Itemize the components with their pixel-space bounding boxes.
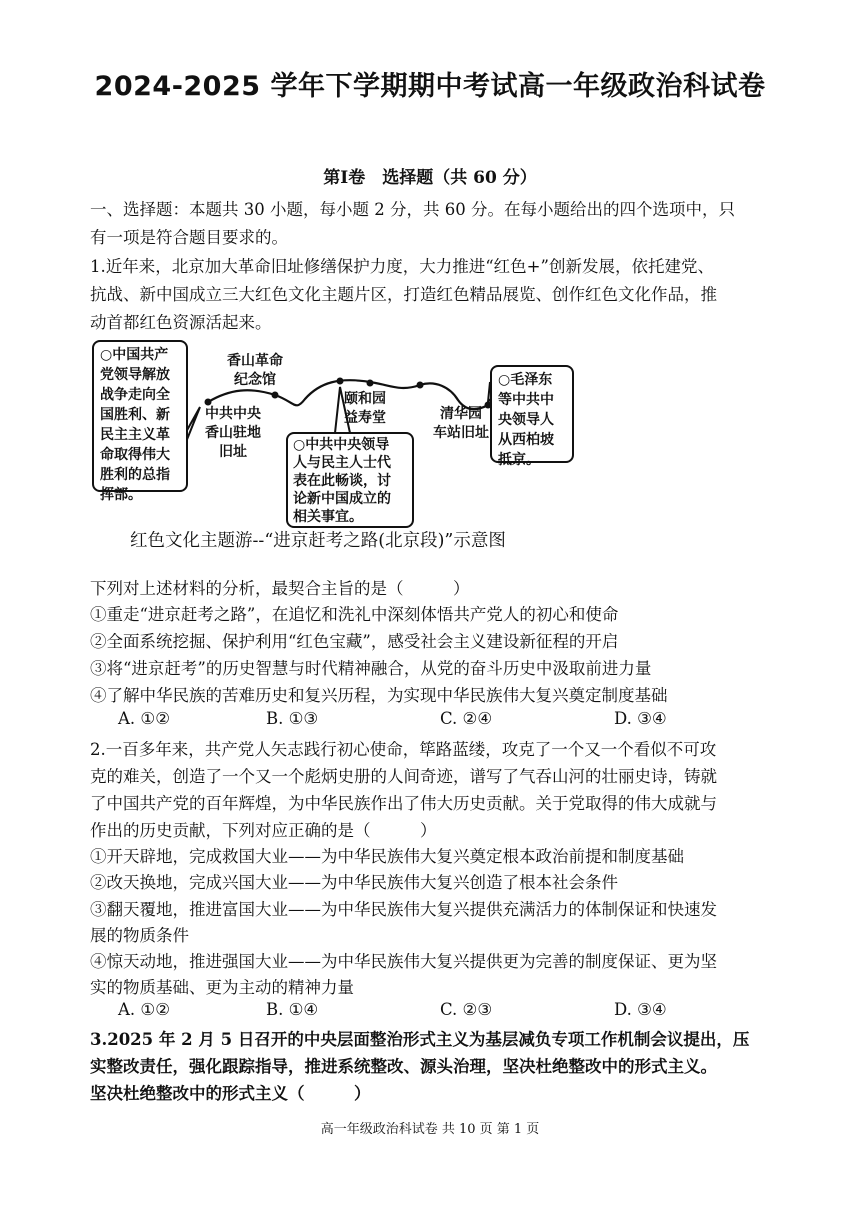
callout-text: 央领导人	[498, 412, 554, 428]
callout-text: 战争走向全	[100, 387, 170, 403]
q3-stem-line: 实整改责任，强化跟踪指导，推进系统整改、源头治理，坚决杜绝整改中的形式主义。	[90, 1057, 717, 1076]
page-title: 2024-2025 学年下学期期中考试高一年级政治科试卷	[94, 71, 766, 102]
stop-label: 香山革命	[227, 353, 283, 369]
stop-label: 旧址	[219, 444, 247, 460]
callout-left	[92, 340, 188, 503]
option-d[interactable]: D. ③④	[614, 1000, 667, 1019]
callout-text: 从西柏坡	[498, 432, 554, 448]
q1-item: ②全面系统挖掘、保护利用“红色宝藏”，感受社会主义建设新征程的开启	[90, 632, 619, 651]
q1-item: ④了解中华民族的苦难历史和复兴历程，为实现中华民族伟大复兴奠定制度基础	[90, 686, 668, 705]
option-a[interactable]: A. ①②	[118, 1000, 170, 1019]
q1-item: ③将“进京赶考”的历史智慧与时代精神融合，从党的奋斗历史中汲取前进力量	[90, 659, 652, 678]
q2-stem-line: 作出的历史贡献，下列对应正确的是（ ）	[90, 821, 437, 840]
q1-stem-line: 1.近年来，北京加大革命旧址修缮保护力度，大力推进“红色+”创新发展，依托建党、	[90, 257, 714, 276]
callout-text: 表在此畅谈，讨	[293, 473, 391, 489]
q2-item: 实的物质基础、更为主动的精神力量	[90, 978, 354, 997]
stop-label: 中共中央	[205, 406, 261, 422]
stop-label: 颐和园	[344, 391, 386, 407]
callout-text: 民主主义革	[100, 427, 170, 443]
q2-item: 展的物质条件	[90, 926, 189, 945]
option-a[interactable]: A. ①②	[118, 709, 170, 728]
stop-summer-palace	[335, 390, 395, 428]
route-diagram	[90, 337, 590, 529]
callout-middle	[286, 432, 414, 528]
callout-text: 胜利的总指	[100, 467, 170, 483]
callout-text: 命取得伟大	[100, 447, 170, 463]
callout-text: 等中共中	[498, 392, 554, 408]
callout-text: 挥部。	[100, 487, 142, 503]
callout-text: 党领导解放	[100, 367, 170, 383]
stop-qinghua-station	[430, 405, 492, 443]
section-title: 第Ⅰ卷 选择题（共 60 分）	[323, 168, 537, 188]
stop-label: 车站旧址	[433, 425, 489, 441]
stop-label: 香山驻地	[205, 425, 261, 441]
callout-text: 论新中国成立的	[293, 491, 391, 507]
option-b[interactable]: B. ①④	[266, 1000, 319, 1019]
callout-text: 人与民主人士代	[293, 455, 391, 471]
callout-text: ○中国共产	[100, 347, 169, 363]
q2-stem-line: 克的难关，创造了一个又一个彪炳史册的人间奇迹，谱写了气吞山河的壮丽史诗，铸就	[90, 767, 717, 786]
option-d[interactable]: D. ③④	[614, 709, 667, 728]
q1-item: ①重走“进京赶考之路”，在追忆和洗礼中深刻体悟共产党人的初心和使命	[90, 605, 619, 624]
stop-label: 纪念馆	[234, 372, 276, 388]
q1-stem-line: 抗战、新中国成立三大红色文化主题片区，打造红色精品展览、创作红色文化作品，推	[90, 285, 717, 304]
callout-text: 国胜利、新	[100, 407, 170, 423]
page-footer: 高一年级政治科试卷 共 10 页 第 1 页	[320, 1122, 540, 1137]
stop-xiangshan-memorial	[220, 352, 290, 390]
callout-right	[490, 365, 574, 468]
q2-stem-line: 了中国共产党的百年辉煌，为中华民族作出了伟大历史贡献。关于党取得的伟大成就与	[90, 794, 717, 813]
callout-text: 相关事宜。	[293, 509, 363, 525]
q2-stem-line: 2.一百多年来，共产党人矢志践行初心使命，筚路蓝缕，攻克了一个又一个看似不可攻	[90, 740, 717, 759]
figure-caption: 红色文化主题游--“进京赶考之路(北京段)”示意图	[130, 531, 506, 551]
callout-text: 抵京。	[498, 452, 540, 468]
instruction-line: 有一项是符合题目要求的。	[90, 228, 288, 247]
callout-text: ○毛泽东	[498, 372, 553, 388]
stop-xiangshan-hq	[198, 405, 268, 462]
stop-label: 清华园	[440, 406, 482, 422]
q1-stem-line: 动首都红色资源活起来。	[90, 313, 272, 332]
stop-label: 益寿堂	[344, 410, 386, 426]
option-c[interactable]: C. ②④	[440, 709, 493, 728]
q2-item: ③翻天覆地，推进富国大业——为中华民族伟大复兴提供充满活力的体制保证和快速发	[90, 900, 717, 919]
q1-question: 下列对上述材料的分析，最契合主旨的是（ ）	[90, 579, 470, 598]
option-c[interactable]: C. ②③	[440, 1000, 493, 1019]
option-b[interactable]: B. ①③	[266, 709, 319, 728]
instruction-line: 一、选择题：本题共 30 小题，每小题 2 分，共 60 分。在每小题给出的四个选项中，只	[90, 200, 735, 219]
callout-text: ○中共中央领导	[293, 437, 390, 453]
q2-item: ②改天换地，完成兴国大业——为中华民族伟大复兴创造了根本社会条件	[90, 873, 618, 892]
q2-item: ①开天辟地，完成救国大业——为中华民族伟大复兴奠定根本政治前提和制度基础	[90, 847, 684, 866]
q2-item: ④惊天动地，推进强国大业——为中华民族伟大复兴提供更为完善的制度保证、更为坚	[90, 952, 717, 971]
q3-stem-line: 3.2025 年 2 月 5 日召开的中央层面整治形式主义为基层减负专项工作机制会议提出，压	[90, 1030, 750, 1049]
q3-stem-line: 坚决杜绝整改中的形式主义（ ）	[90, 1084, 371, 1103]
